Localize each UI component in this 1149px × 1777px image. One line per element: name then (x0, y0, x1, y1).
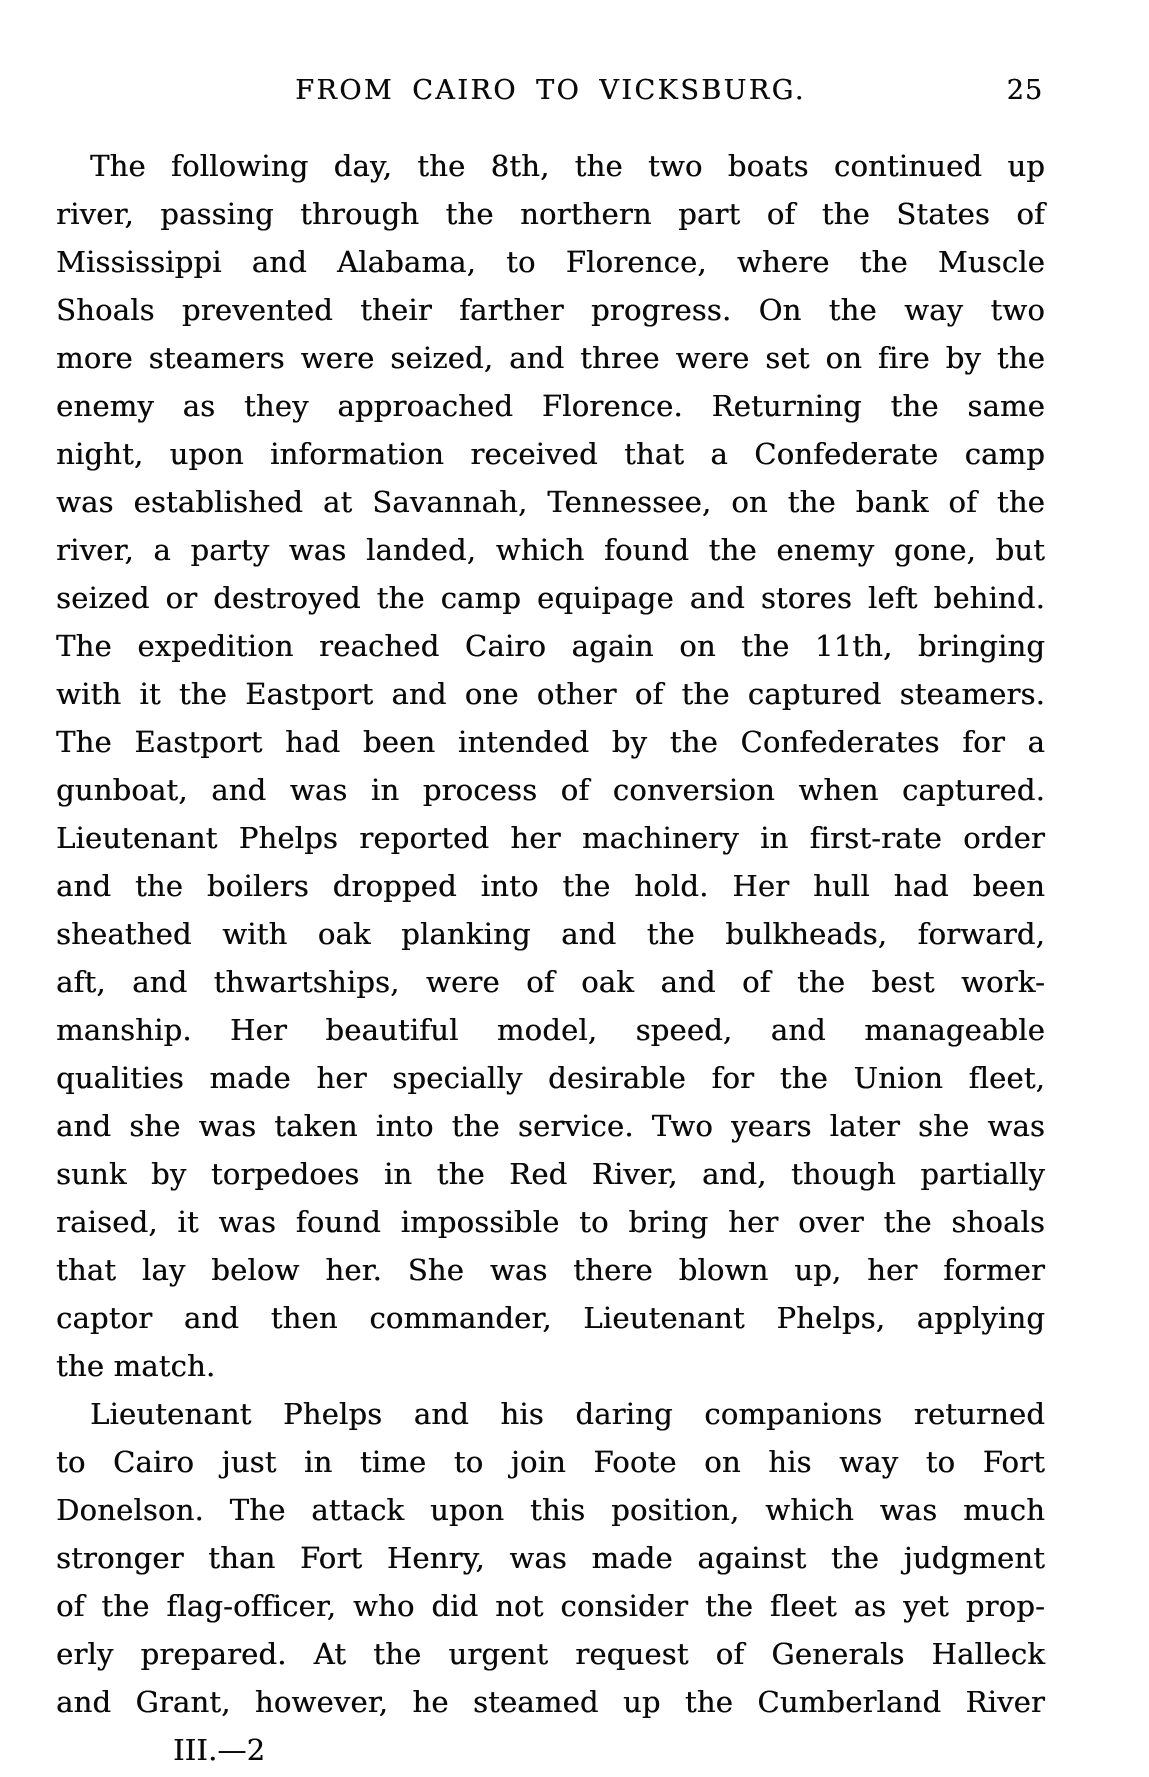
text-line: night, upon information received that a Confederate camp (56, 437, 1045, 471)
page-header-title: FROM CAIRO TO VICKSBURG. (295, 75, 806, 106)
text-line: and Grant, however, he steamed up the Cumberland River (56, 1685, 1045, 1719)
text-line: qualities made her specially desirable for the Union fleet, (56, 1061, 1045, 1095)
text-line: sheathed with oak planking and the bulkheads, forward, (56, 917, 1045, 951)
text-line: manship. Her beautiful model, speed, and manageable (56, 1013, 1045, 1047)
text-line: Lieutenant Phelps and his daring companions returned (90, 1397, 1045, 1431)
text-line: Lieutenant Phelps reported her machinery in first-rate order (56, 821, 1045, 855)
text-line: to Cairo just in time to join Foote on his way to Fort (56, 1445, 1045, 1479)
text-line: sunk by torpedoes in the Red River, and, though partially (56, 1157, 1045, 1191)
text-line: with it the Eastport and one other of the captured steamers. (56, 677, 1045, 711)
text-line: aft, and thwartships, were of oak and of the best work- (56, 965, 1045, 999)
text-line: The following day, the 8th, the two boats continued up (90, 149, 1045, 183)
paragraph-1 (56, 142, 1045, 1390)
text-line: river, a party was landed, which found the enemy gone, but (56, 533, 1045, 567)
text-line: stronger than Fort Henry, was made against the judgment (56, 1541, 1045, 1575)
text-line: enemy as they approached Florence. Returning the same (56, 389, 1045, 423)
text-line: Donelson. The attack upon this position, which was much (56, 1493, 1045, 1527)
text-line: was established at Savannah, Tennessee, on the bank of the (56, 485, 1045, 519)
text-line: and the boilers dropped into the hold. Her hull had been (56, 869, 1045, 903)
body-text (56, 142, 1045, 1774)
text-line: the match. (56, 1349, 216, 1383)
text-line: gunboat, and was in process of conversion when captured. (56, 773, 1045, 807)
running-head (56, 72, 1045, 114)
text-line: that lay below her. She was there blown up, her former (56, 1253, 1045, 1287)
text-line: of the flag-officer, who did not consider the fleet as yet prop- (56, 1589, 1045, 1623)
text-line: and she was taken into the service. Two years later she was (56, 1109, 1045, 1143)
text-line: Shoals prevented their farther progress. On the way two (56, 293, 1045, 327)
text-line: captor and then commander, Lieutenant Phelps, applying (56, 1301, 1045, 1335)
text-line: The Eastport had been intended by the Confederates for a (56, 725, 1045, 759)
text-line: seized or destroyed the camp equipage and stores left behind. (56, 581, 1045, 615)
text-line: Mississippi and Alabama, to Florence, where the Muscle (56, 245, 1045, 279)
text-line: erly prepared. At the urgent request of Generals Halleck (56, 1637, 1045, 1671)
text-line: more steamers were seized, and three were set on fire by the (56, 341, 1045, 375)
text-line: river, passing through the northern part of the States of (56, 197, 1045, 231)
signature-mark: III.—2 (173, 1733, 266, 1767)
text-line: The expedition reached Cairo again on the 11th, bringing (56, 629, 1045, 663)
paragraph-2 (56, 1390, 1045, 1726)
page-number: 25 (1006, 75, 1043, 106)
text-line: raised, it was found impossible to bring her over the shoals (56, 1205, 1045, 1239)
